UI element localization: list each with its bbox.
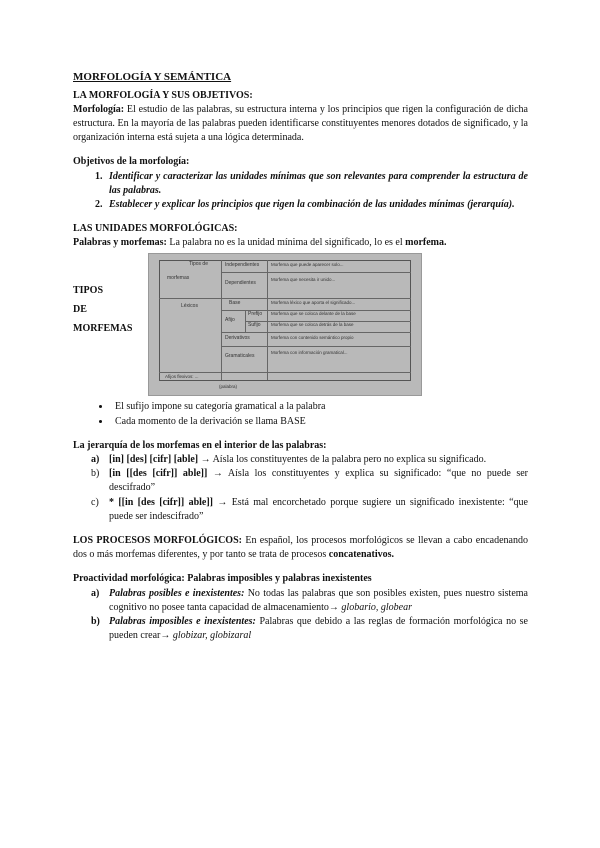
objective-item: 2. Establecer y explicar los principios que rigen la combinación de las unidades mínimas (jerarquía). [105,198,528,212]
bracket-notation: * [[in [des [cifr]] able]] [109,496,214,508]
proactivity-term: Palabras imposibles e inexistentes: [109,615,256,627]
photo-cell: Afijo [225,317,235,324]
item-marker: a) [91,587,100,599]
document-title: MORFOLOGÍA Y SEMÁNTICA [73,71,232,83]
objectives-list [73,170,528,213]
processes-text: En español, los procesos morfológicos se llevan a cabo encadenando dos o más morfemas diferentes, y por tanto se trata de procesos [73,534,528,561]
derivation-bullets [73,400,528,428]
photo-cell: Prefijo [248,311,263,318]
photo-cell: Morfema que puede aparecer solo... [271,262,344,268]
proactivity-item [91,615,528,643]
tipos-line: DE [73,304,87,316]
processes-paragraph [73,534,528,562]
definition-text: El estudio de las palabras, su estructura interna y los principios que rigen la configuración de dicha estructura. En la mayoría de las palabras pueden identificarse constituyentes menores dotados de significado, y la organización interna está sujeta a una lógica determinada. [73,103,528,144]
units-term: Palabras y morfemas: [73,237,167,249]
hierarchy-item [91,467,528,495]
morphology-definition [73,103,528,146]
item-marker: c) [91,496,99,508]
morpheme-types-label [73,253,148,338]
photo-cell: Léxicos [181,303,198,310]
hierarchy-item [91,453,528,467]
hierarchy-item [91,496,528,524]
bullet-item: • El sufijo impone su categoría gramatical a la palabra [111,400,528,414]
tipos-line: TIPOS [73,285,104,297]
photo-cell: Base [229,300,241,307]
morpheme-types-block [73,253,528,396]
bullet-item: • Cada momento de la derivación se llama BASE [111,415,528,429]
item-marker: b) [91,468,100,480]
photo-cell: Morfema léxico que aporta el significado... [271,300,356,306]
item-text: → Aísla los constituyentes de la palabra pero no explica su significado. [198,454,487,466]
photo-cell: Independientes [225,262,260,269]
units-paragraph [73,236,528,250]
item-text: No todas las palabras que son posibles existen, pues nuestro sistema cognitivo no posee tanta capacidad de almacenamiento→ [109,587,528,613]
photo-cell: Morfema con información gramatical... [271,350,348,356]
photo-cell: Morfema que necesita ir unido... [271,277,336,283]
photo-cell: Tipos de [189,261,208,268]
item-text: Palabras que debido a las reglas de formación morfológica no se pueden crear→ [109,615,528,642]
definition-term: Morfología: [73,103,125,115]
morpheme-table-photo [148,253,422,396]
document-page [73,70,528,643]
processes-bold-end: concatenativos. [328,549,395,561]
photo-cell: Morfema que se coloca delante de la base [271,311,356,317]
photo-cell: Afijos flexivos: ... [165,374,199,380]
hierarchy-list [73,453,528,524]
photo-cell: Dependientes [225,280,256,287]
photo-cell: Derivativos [225,335,250,342]
bracket-notation: [in [[des [cifr]] able]] [109,468,208,480]
objective-item: 1. Identificar y caracterizar las unidades mínimas que son relevantes para comprender la estructura de las palabras. [105,170,528,198]
units-heading: LAS UNIDADES MORFOLÓGICAS: [73,223,238,235]
item-marker: a) [91,454,100,466]
item-marker: b) [91,615,100,627]
tipos-line: MORFEMAS [73,323,133,335]
photo-cell: Sufijo [248,322,261,329]
proactivity-item [91,587,528,615]
item-text: → Está mal encorchetado porque sugiere un significado inexistente: “que puede ser indescifrado” [109,496,528,522]
units-bold-end: morfema. [405,237,447,249]
proactivity-term: Palabras posibles e inexistentes: [109,587,245,599]
proactivity-list [73,587,528,644]
examples: globario, globear [341,601,412,613]
proactivity-heading: Proactividad morfológica: Palabras imposibles y palabras inexistentes [73,573,372,585]
photo-cell: Morfema con contenido semántico propio [271,335,354,341]
bracket-notation: [in] [des] [cifr] [able] [109,454,199,466]
objectives-heading: Objetivos de la morfología: [73,156,190,168]
photo-cell: morfemas [167,275,190,282]
photo-cell: Gramaticales [225,353,255,360]
examples: globizar, globizaral [172,630,252,642]
processes-term: LOS PROCESOS MORFOLÓGICOS: [73,534,242,546]
item-text: → Aísla los constituyentes y explica su significado: “que no puede ser descifrado” [109,468,528,494]
section-heading-objectives: LA MORFOLOGÍA Y SUS OBJETIVOS: [73,89,253,101]
photo-cell: Morfema que se coloca detrás de la base [271,322,354,328]
hierarchy-heading: La jerarquía de los morfemas en el interior de las palabras: [73,439,327,451]
units-text: La palabra no es la unidad mínima del significado, lo es el [166,237,406,249]
photo-cell: (palabra) [219,384,238,390]
